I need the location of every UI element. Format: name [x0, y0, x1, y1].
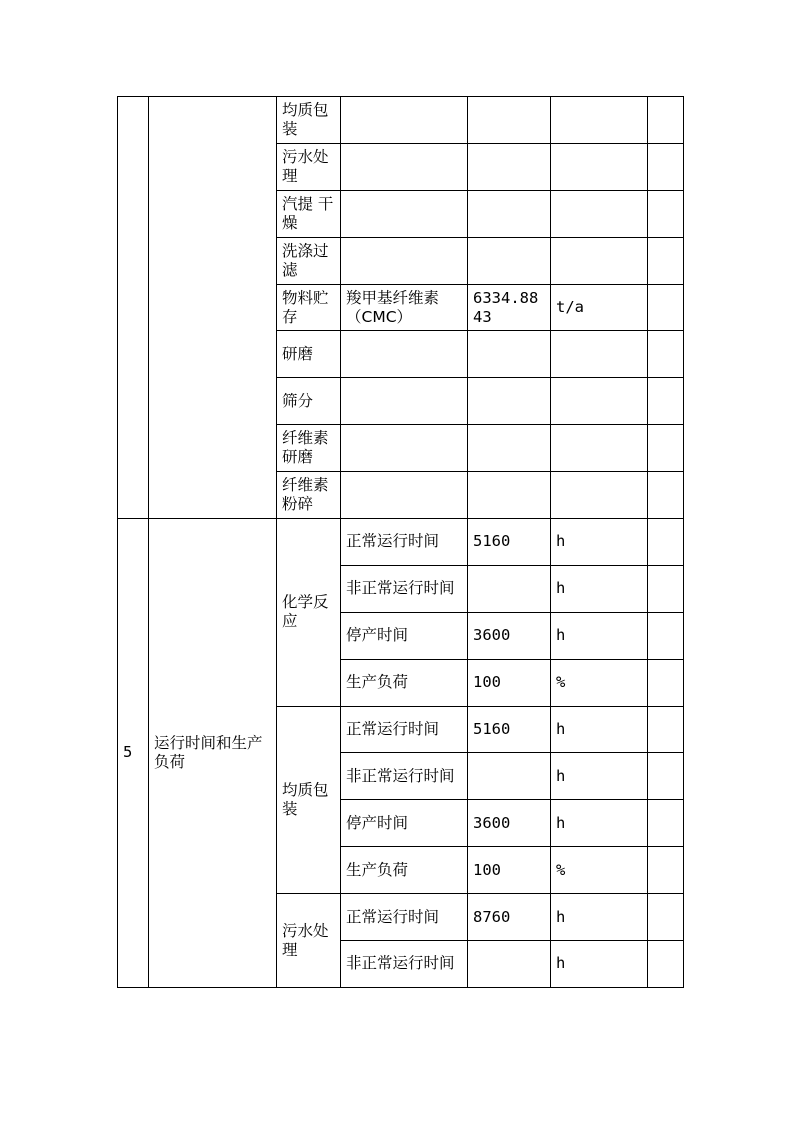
unit-cell: h: [551, 753, 648, 800]
unit-cell: [551, 472, 648, 519]
remark-cell: [648, 565, 684, 612]
unit-cell: h: [551, 800, 648, 847]
unit-cell: [551, 97, 648, 144]
process-cell: 均质包装: [277, 97, 341, 144]
name-cell: 生产负荷: [341, 659, 468, 706]
value-cell: [468, 378, 551, 425]
name-cell: [341, 331, 468, 378]
process-cell: 筛分: [277, 378, 341, 425]
name-cell: 非正常运行时间: [341, 753, 468, 800]
value-cell: 100: [468, 659, 551, 706]
value-cell: 5160: [468, 519, 551, 566]
remark-cell: [648, 941, 684, 988]
unit-cell: t/a: [551, 284, 648, 331]
remark-cell: [648, 800, 684, 847]
remark-cell: [648, 237, 684, 284]
row-index-cell: [118, 97, 149, 519]
value-cell: 3600: [468, 612, 551, 659]
row-index-cell: 5: [118, 519, 149, 988]
unit-cell: [551, 425, 648, 472]
unit-cell: [551, 237, 648, 284]
value-cell: [468, 237, 551, 284]
remark-cell: [648, 706, 684, 753]
report-table: [117, 96, 684, 988]
process-cell: 研磨: [277, 331, 341, 378]
remark-cell: [648, 190, 684, 237]
remark-cell: [648, 847, 684, 894]
unit-cell: h: [551, 894, 648, 941]
unit-cell: h: [551, 519, 648, 566]
process-cell: 污水处理: [277, 894, 341, 988]
remark-cell: [648, 519, 684, 566]
unit-cell: %: [551, 659, 648, 706]
value-cell: [468, 753, 551, 800]
value-cell: 100: [468, 847, 551, 894]
unit-cell: h: [551, 565, 648, 612]
name-cell: 停产时间: [341, 800, 468, 847]
process-cell: 物料贮存: [277, 284, 341, 331]
remark-cell: [648, 425, 684, 472]
unit-cell: [551, 331, 648, 378]
value-cell: [468, 143, 551, 190]
name-cell: [341, 237, 468, 284]
value-cell: [468, 425, 551, 472]
remark-cell: [648, 378, 684, 425]
remark-cell: [648, 284, 684, 331]
unit-cell: %: [551, 847, 648, 894]
remark-cell: [648, 612, 684, 659]
name-cell: [341, 97, 468, 144]
remark-cell: [648, 894, 684, 941]
name-cell: 正常运行时间: [341, 894, 468, 941]
value-cell: [468, 941, 551, 988]
unit-cell: h: [551, 612, 648, 659]
unit-cell: [551, 143, 648, 190]
value-cell: [468, 190, 551, 237]
remark-cell: [648, 472, 684, 519]
process-cell: 汽提 干燥: [277, 190, 341, 237]
name-cell: 非正常运行时间: [341, 941, 468, 988]
unit-cell: [551, 378, 648, 425]
name-cell: 停产时间: [341, 612, 468, 659]
name-cell: 正常运行时间: [341, 519, 468, 566]
name-cell: 生产负荷: [341, 847, 468, 894]
category-cell: [149, 97, 277, 519]
name-cell: [341, 425, 468, 472]
unit-cell: [551, 190, 648, 237]
remark-cell: [648, 331, 684, 378]
value-cell: 3600: [468, 800, 551, 847]
remark-cell: [648, 97, 684, 144]
name-cell: 非正常运行时间: [341, 565, 468, 612]
value-cell: 6334.8843: [468, 284, 551, 331]
process-cell: 纤维素粉碎: [277, 472, 341, 519]
unit-cell: h: [551, 706, 648, 753]
category-cell: 运行时间和生产负荷: [149, 519, 277, 988]
name-cell: [341, 378, 468, 425]
value-cell: 5160: [468, 706, 551, 753]
name-cell: [341, 143, 468, 190]
table-row: [118, 97, 684, 144]
process-cell: 均质包装: [277, 706, 341, 894]
value-cell: [468, 97, 551, 144]
process-cell: 化学反应: [277, 519, 341, 707]
name-cell: [341, 190, 468, 237]
value-cell: 8760: [468, 894, 551, 941]
value-cell: [468, 565, 551, 612]
name-cell: [341, 472, 468, 519]
process-cell: 洗涤过滤: [277, 237, 341, 284]
unit-cell: h: [551, 941, 648, 988]
remark-cell: [648, 753, 684, 800]
table-row: [118, 519, 684, 566]
process-cell: 污水处理: [277, 143, 341, 190]
value-cell: [468, 472, 551, 519]
process-cell: 纤维素研磨: [277, 425, 341, 472]
remark-cell: [648, 143, 684, 190]
name-cell: 羧甲基纤维素（CMC）: [341, 284, 468, 331]
name-cell: 正常运行时间: [341, 706, 468, 753]
remark-cell: [648, 659, 684, 706]
value-cell: [468, 331, 551, 378]
